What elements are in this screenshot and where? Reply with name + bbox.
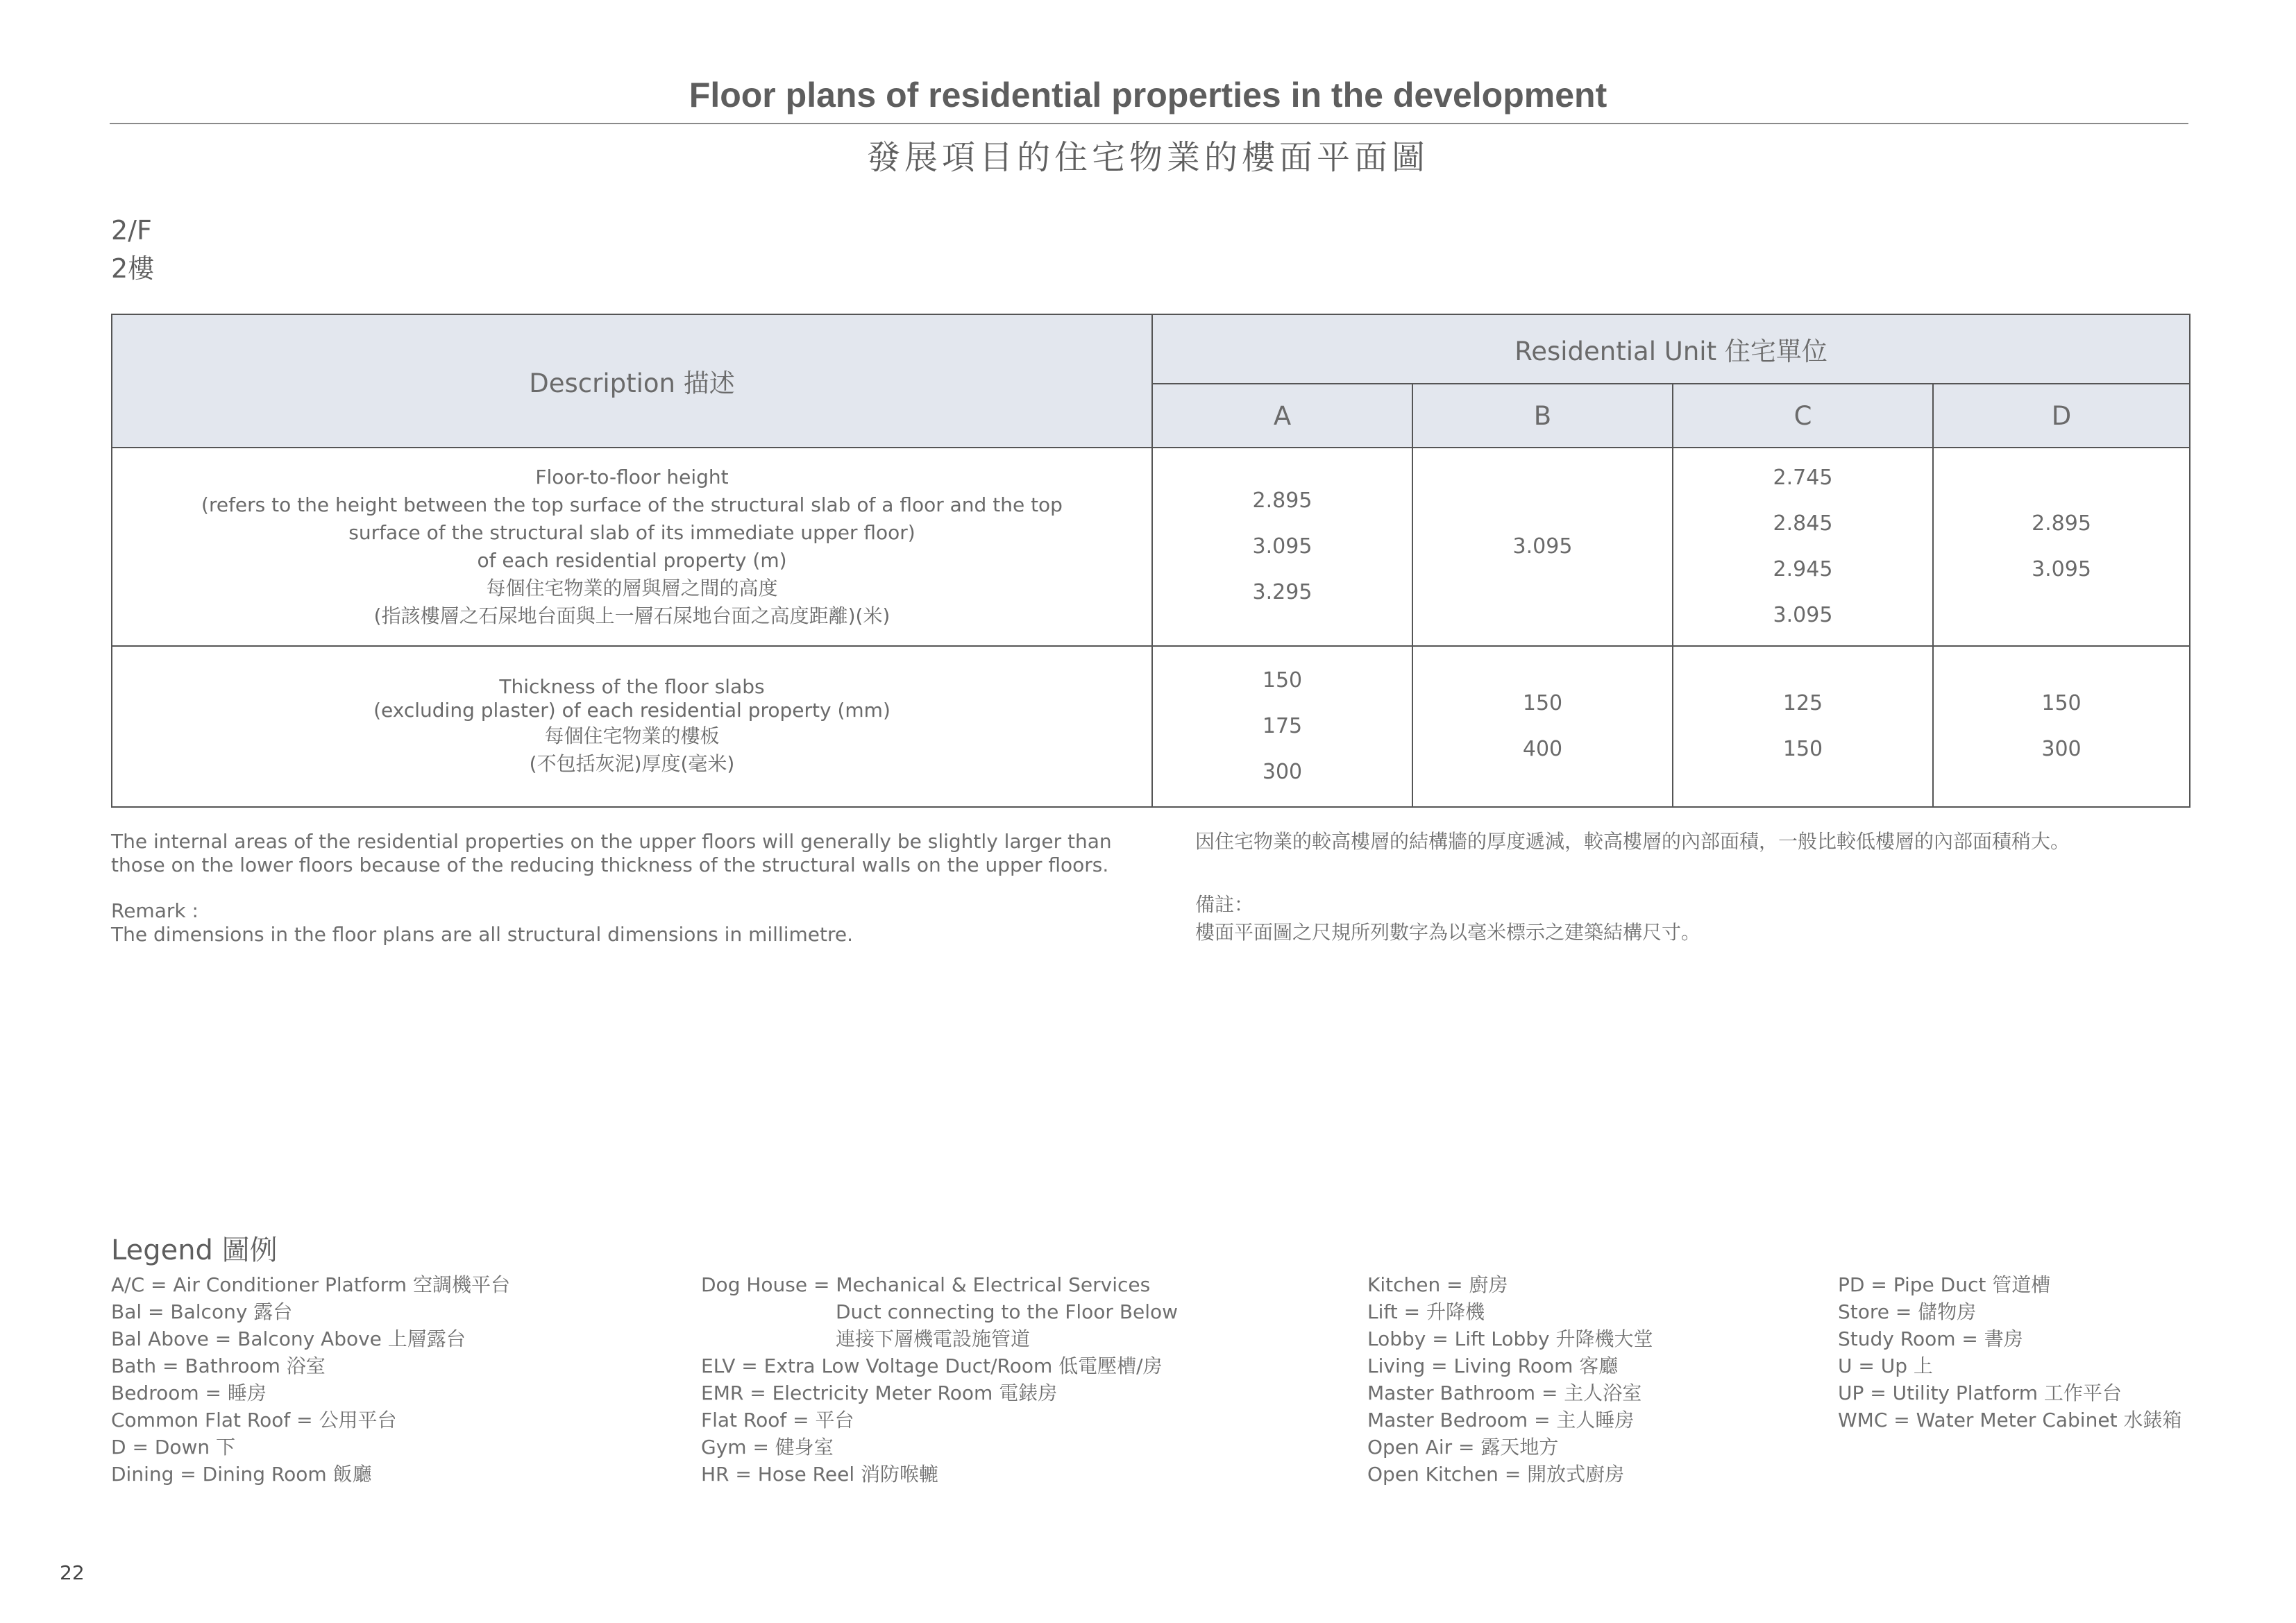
legend-item: Open Air = 露天地方 (1367, 1436, 1559, 1459)
page-title-en: Floor plans of residential properties in the development (689, 76, 1607, 114)
desc-line: Thickness of the floor slabs (499, 675, 765, 698)
cell-value: 2.845 (1773, 511, 1833, 536)
remark-label-zh: 備註： (1195, 893, 1254, 916)
legend-item: Common Flat Roof = 公用平台 (111, 1409, 397, 1431)
legend-item: A/C = Air Conditioner Platform 空調機平台 (111, 1273, 510, 1296)
legend-item: ELV = Extra Low Voltage Duct/Room 低電壓槽/房 (701, 1354, 1163, 1377)
unit-header-c: C (1673, 384, 1933, 448)
legend-item: Lift = 升降機 (1367, 1300, 1485, 1323)
cell-value: 3.095 (2032, 557, 2091, 581)
legend-item: Bal = Balcony 露台 (111, 1300, 293, 1323)
floor-label-en: 2/F (111, 215, 152, 246)
page-title-zh: 發展項目的住宅物業的樓面平面圖 (866, 138, 1429, 177)
note-line: those on the lower floors because of the reducing thickness of the structural walls on the upper floors. (111, 853, 1109, 876)
legend-item: Flat Roof = 平台 (701, 1409, 854, 1431)
cell-value: 400 (1522, 737, 1563, 761)
cell-value: 2.945 (1773, 557, 1833, 581)
cell-value: 3.095 (1773, 603, 1833, 627)
remark-text-en: The dimensions in the floor plans are all structural dimensions in millimetre. (111, 923, 853, 946)
floor-height-unit-d (1933, 448, 2190, 646)
legend-column-1 (111, 1271, 510, 1488)
unit-header-b: B (1412, 384, 1673, 448)
desc-line: of each residential property (m) (477, 549, 787, 572)
slab-thickness-unit-d (1933, 646, 2190, 807)
unit-header-d: D (1933, 384, 2190, 448)
legend-title: Legend 圖例 (111, 1234, 278, 1266)
floor-height-description (112, 448, 1152, 646)
legend-item: Kitchen = 廚房 (1367, 1273, 1508, 1296)
legend-item: Bath = Bathroom 浴室 (111, 1354, 326, 1377)
legend-item: Master Bedroom = 主人睡房 (1367, 1409, 1635, 1431)
internal-area-note-en (111, 830, 1194, 877)
legend-item: Bedroom = 睡房 (111, 1382, 267, 1404)
legend-item: UP = Utility Platform 工作平台 (1838, 1382, 2122, 1404)
legend-item: PD = Pipe Duct 管道槽 (1838, 1273, 2051, 1296)
cell-value: 150 (2041, 691, 2082, 715)
legend-item: Open Kitchen = 開放式廚房 (1367, 1463, 1625, 1486)
legend-item: Dining = Dining Room 飯廳 (111, 1463, 372, 1486)
legend-item: Bal Above = Balcony Above 上層露台 (111, 1327, 466, 1350)
floor-label-zh: 2樓 (111, 253, 155, 284)
legend-item-continued: Duct connecting to the Floor Below (836, 1300, 1179, 1323)
cell-value: 3.095 (1252, 534, 1312, 559)
desc-line: 每個住宅物業的層與層之間的高度 (486, 577, 778, 600)
legend-item: WMC = Water Meter Cabinet 水錶箱 (1838, 1409, 2182, 1431)
slab-thickness-unit-b (1412, 646, 1673, 807)
remark-label-en: Remark : (111, 899, 199, 922)
floor-height-unit-c (1673, 448, 1933, 646)
legend-item: Gym = 健身室 (701, 1436, 834, 1459)
legend-item: Study Room = 書房 (1838, 1327, 2023, 1350)
legend-column-2 (701, 1271, 1178, 1488)
slab-thickness-unit-c (1673, 646, 1933, 807)
floor-height-unit-b (1412, 448, 1673, 646)
cell-value: 300 (2041, 737, 2082, 761)
cell-value: 3.295 (1252, 580, 1312, 604)
table-row (112, 646, 2190, 807)
legend-item: Store = 儲物房 (1838, 1300, 1977, 1323)
note-line: The internal areas of the residential properties on the upper floors will generally be slightly larger than (111, 830, 1112, 853)
legend-item: EMR = Electricity Meter Room 電錶房 (701, 1382, 1058, 1404)
legend-column-3 (1367, 1271, 1653, 1488)
legend-item: Living = Living Room 客廳 (1367, 1354, 1619, 1377)
desc-line: (不包括灰泥)厚度(毫米) (529, 752, 735, 775)
slab-thickness-unit-a (1152, 646, 1412, 807)
cell-value: 2.745 (1773, 466, 1833, 490)
cell-value: 150 (1522, 691, 1563, 715)
remark-en (111, 899, 853, 946)
legend-column-4 (1838, 1271, 2181, 1434)
desc-line: (refers to the height between the top surface of the structural slab of a floor and the top (201, 493, 1063, 516)
legend-item: HR = Hose Reel 消防喉轆 (701, 1463, 939, 1486)
page-number: 22 (60, 1561, 85, 1584)
table-row (112, 448, 2190, 646)
residential-unit-header: Residential Unit 住宅單位 (1152, 314, 2190, 384)
legend-item: Master Bathroom = 主人浴室 (1367, 1382, 1642, 1404)
cell-value: 150 (1262, 668, 1303, 692)
legend-item: D = Down 下 (111, 1436, 236, 1459)
legend-item: U = Up 上 (1838, 1354, 1933, 1377)
remark-text-zh: 樓面平面圖之尺規所列數字為以毫米標示之建築結構尺寸。 (1195, 921, 1701, 944)
cell-value: 2.895 (1252, 488, 1312, 513)
legend-item: Dog House = Mechanical & Electrical Services (701, 1273, 1151, 1296)
floor-height-unit-a (1152, 448, 1412, 646)
description-header: Description 描述 (112, 314, 1152, 448)
remark-zh (1195, 891, 1700, 946)
cell-value: 125 (1782, 691, 1823, 715)
legend-item-continued: 連接下層機電設施管道 (836, 1327, 1031, 1350)
cell-value: 300 (1262, 760, 1303, 784)
desc-line: surface of the structural slab of its immediate upper floor) (348, 521, 915, 544)
cell-value: 150 (1782, 737, 1823, 761)
desc-line: 每個住宅物業的樓板 (544, 724, 720, 747)
legend-item: Lobby = Lift Lobby 升降機大堂 (1367, 1327, 1653, 1350)
slab-thickness-description (112, 646, 1152, 807)
desc-line: (指該樓層之石屎地台面與上一層石屎地台面之高度距離)(米) (373, 604, 890, 627)
cell-value: 3.095 (1512, 534, 1573, 559)
desc-line: Floor-to-floor height (535, 466, 729, 488)
floor-spec-table (111, 314, 2191, 808)
cell-value: 175 (1262, 714, 1303, 738)
desc-line: (excluding plaster) of each residential property (mm) (373, 699, 890, 722)
note-line: 因住宅物業的較高樓層的結構牆的厚度遞減，較高樓層的內部面積，一般比較低樓層的內部面積稍大。 (1195, 830, 2070, 853)
unit-header-a: A (1152, 384, 1412, 448)
title-divider (110, 123, 2188, 124)
internal-area-note-zh (1195, 830, 2070, 853)
cell-value: 2.895 (2032, 511, 2091, 536)
